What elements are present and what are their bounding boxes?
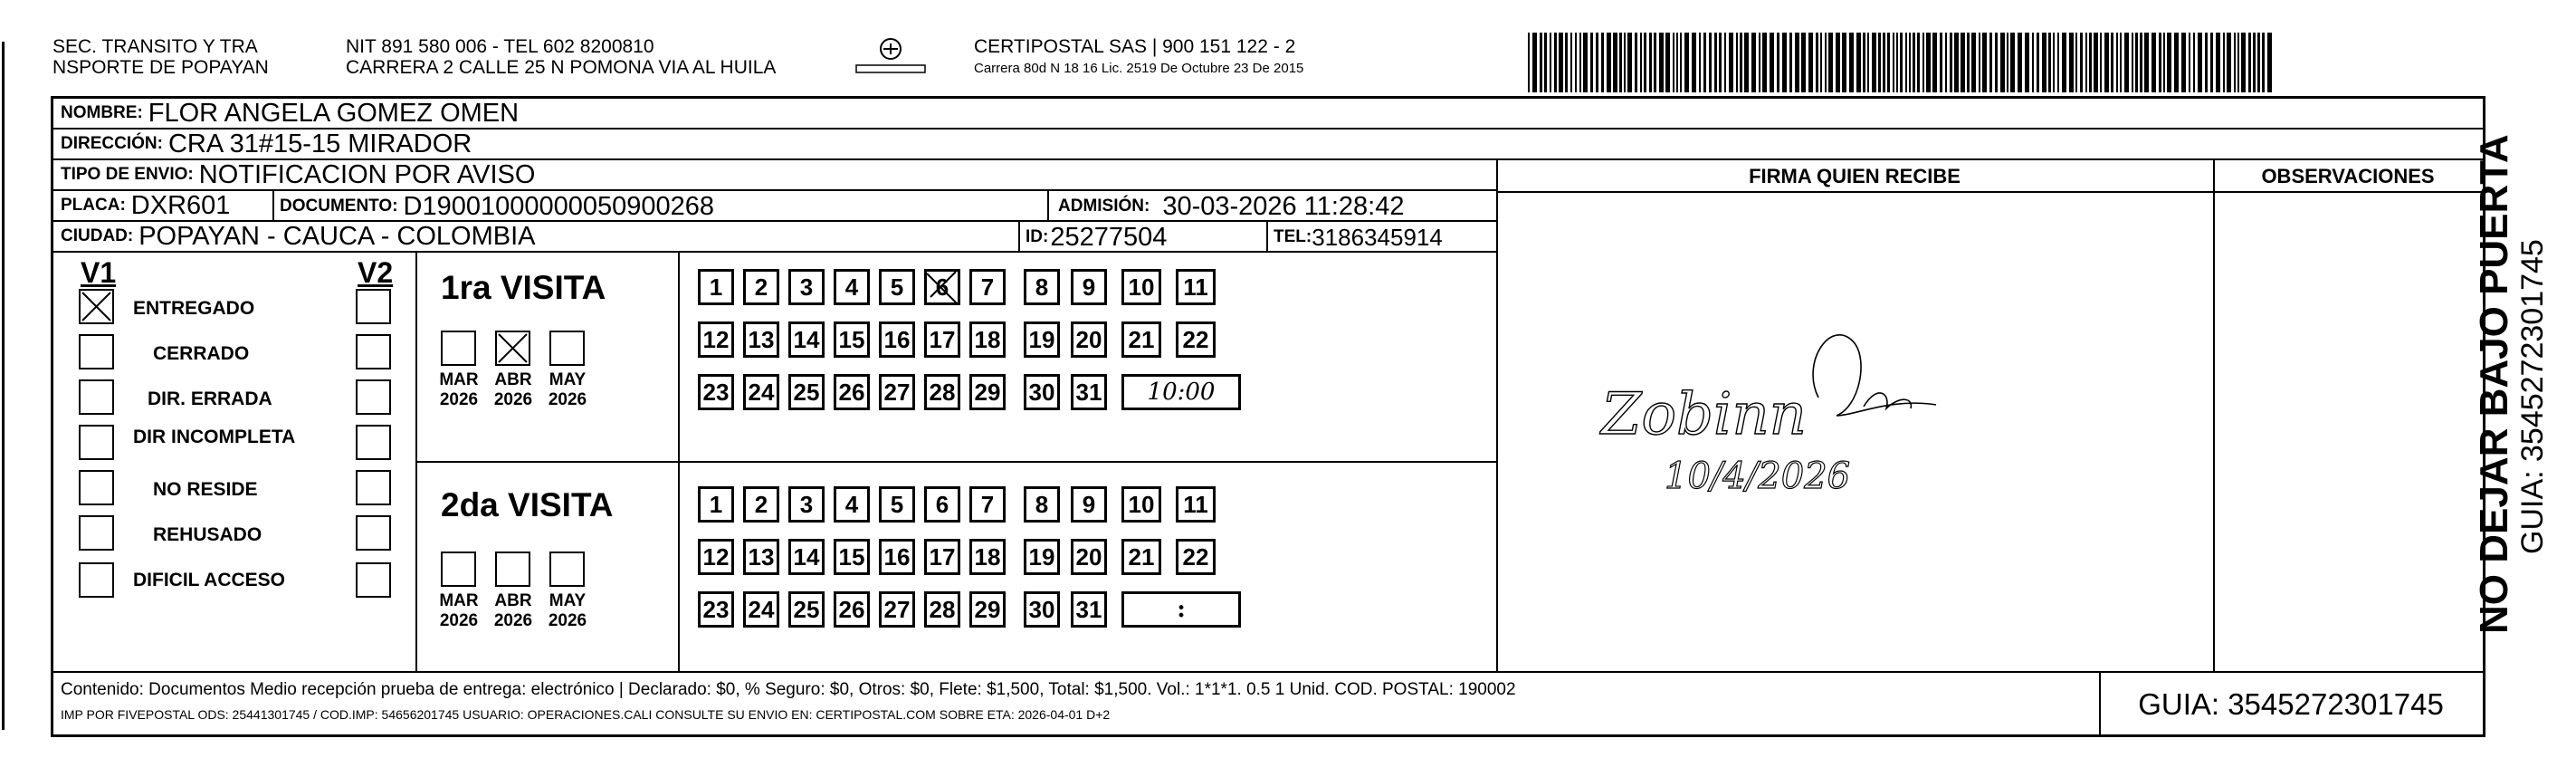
first-visit-day-box[interactable]: 23 <box>698 374 734 410</box>
second-visit-day-box[interactable]: 27 <box>879 591 915 628</box>
first-visit-may-label: MAY 2026 <box>548 370 587 409</box>
footer-contents: Contenido: Documentos Medio recepción prueba de entrega: electrónico | Declarado: $0, % Seguro: $0, Otros: $0, Flete: $1,500, Total: $1,500. Vol.: 1*1*1. 0.5 1 Unid. COD. POSTAL: 190002 <box>61 680 1516 699</box>
tel-divider <box>1266 222 1268 253</box>
status-label-no-reside: NO RESIDE <box>153 479 258 500</box>
id-value: 25277504 <box>1050 222 1168 252</box>
second-visit-day-box[interactable]: 30 <box>1024 591 1060 628</box>
first-visit-day-box[interactable]: 14 <box>788 321 825 358</box>
admision-label: ADMISIÓN: <box>1058 197 1150 216</box>
second-visit-day-box[interactable]: 21 <box>1121 539 1161 575</box>
second-visit-day-box[interactable]: 10 <box>1121 486 1161 523</box>
header-divider <box>1496 191 2483 193</box>
observaciones-header: OBSERVACIONES <box>2261 165 2435 187</box>
second-visit-day-box[interactable]: 24 <box>743 591 779 628</box>
second-visit-abr-label: ABR 2026 <box>493 591 533 630</box>
v2-no-reside-checkbox[interactable] <box>356 470 391 505</box>
first-visit-day-box[interactable]: 3 <box>788 269 825 305</box>
second-visit-day-box[interactable]: 26 <box>834 591 870 628</box>
tel-label: TEL: <box>1274 227 1312 246</box>
certipostal-line: CERTIPOSTAL SAS | 900 151 122 - 2 <box>974 36 1296 57</box>
status-label-dificil-acceso: DIFICIL ACCESO <box>133 570 286 590</box>
first-visit-day-box[interactable]: 8 <box>1024 269 1060 305</box>
second-visit-day-box[interactable]: 14 <box>788 539 825 575</box>
first-visit-day-box[interactable]: 25 <box>788 374 825 410</box>
second-visit-may-label: MAY 2026 <box>548 591 587 630</box>
tel-value: 3186345914 <box>1312 223 1443 251</box>
admision-value: 30-03-2026 11:28:42 <box>1162 191 1405 221</box>
first-visit-day-box[interactable]: 30 <box>1024 374 1060 410</box>
ciudad-value: POPAYAN - CAUCA - COLOMBIA <box>138 221 536 251</box>
second-visit-day-box[interactable]: 9 <box>1071 486 1107 523</box>
firma-header: FIRMA QUIEN RECIBE <box>1749 165 1961 187</box>
first-visit-day-box[interactable]: 1 <box>698 269 734 305</box>
second-visit-day-box[interactable]: 22 <box>1176 539 1216 575</box>
org-name-line2: NSPORTE DE POPAYAN <box>52 57 269 78</box>
nombre-row <box>53 99 2483 130</box>
second-visit-day-box[interactable]: 5 <box>879 486 915 523</box>
documento-label: DOCUMENTO: <box>280 197 398 216</box>
second-visit-day-box[interactable]: 7 <box>969 486 1006 523</box>
v2-cerrado-checkbox[interactable] <box>356 334 391 369</box>
first-visit-day-box[interactable]: 16 <box>879 321 915 358</box>
admision-cell <box>1058 191 1404 222</box>
second-visit-day-box[interactable]: 6 <box>924 486 960 523</box>
second-visit-day-box[interactable]: 25 <box>788 591 825 628</box>
second-visit-day-box[interactable]: 4 <box>834 486 870 523</box>
first-visit-abr-checkbox[interactable] <box>495 331 530 366</box>
v1-header: V1 <box>81 256 117 289</box>
first-visit-day-box[interactable]: 17 <box>924 321 960 358</box>
signature-name: Zobinn <box>1601 381 1807 448</box>
first-visit-title: 1ra VISITA <box>441 269 606 306</box>
v1-dir-incompleta-checkbox[interactable] <box>79 425 114 460</box>
visit-divider <box>415 461 1496 463</box>
admision-divider <box>1047 191 1049 222</box>
first-visit-day-box[interactable]: 26 <box>834 374 870 410</box>
no-dejar-bajo-puerta: NO DEJAR BAJO PUERTA <box>2472 134 2516 634</box>
second-visit-day-box[interactable]: 1 <box>698 486 734 523</box>
tipo-value: NOTIFICACION POR AVISO <box>198 159 536 189</box>
tel-cell <box>1274 222 1443 253</box>
v2-dir-incompleta-checkbox[interactable] <box>356 425 391 460</box>
side-guia-number: GUIA: 3545272301745 <box>2515 239 2550 554</box>
v2-dificil-acceso-checkbox[interactable] <box>356 562 391 598</box>
nombre-value: FLOR ANGELA GOMEZ OMEN <box>148 98 520 128</box>
ciudad-label: CIUDAD: <box>61 226 134 245</box>
first-visit-day-box[interactable]: 4 <box>834 269 870 305</box>
certipostal-license: Carrera 80d N 18 16 Lic. 2519 De Octubre 23 De 2015 <box>974 61 1304 76</box>
v2-entregado-checkbox[interactable] <box>356 289 391 324</box>
documento-value: D19001000000050900268 <box>403 191 715 221</box>
direccion-label: DIRECCIÓN: <box>61 134 163 153</box>
v1-entregado-checkbox[interactable] <box>79 289 114 324</box>
firma-left-border <box>1496 160 1498 671</box>
first-visit-day-box[interactable]: 11 <box>1176 269 1216 305</box>
check-mark-icon <box>81 291 112 322</box>
placa-value: DXR601 <box>130 190 231 220</box>
id-divider <box>1018 222 1020 253</box>
address-line: CARRERA 2 CALLE 25 N POMONA VIA AL HUILA <box>346 57 777 78</box>
first-visit-day-box[interactable]: 20 <box>1071 321 1107 358</box>
nit-line: NIT 891 580 006 - TEL 602 8200810 <box>346 36 654 57</box>
first-visit-day-box[interactable]: 9 <box>1071 269 1107 305</box>
org-name-line1: SEC. TRANSITO Y TRA <box>52 36 258 57</box>
second-visit-day-box[interactable]: 17 <box>924 539 960 575</box>
first-visit-day-box[interactable]: 21 <box>1121 321 1161 358</box>
first-visit-day-box[interactable]: 12 <box>698 321 734 358</box>
first-visit-day-box[interactable]: 2 <box>743 269 779 305</box>
second-visit-day-box[interactable]: 20 <box>1071 539 1107 575</box>
delivery-form <box>51 96 2485 737</box>
v1-dir-errada-checkbox[interactable] <box>79 379 114 415</box>
second-visit-day-box[interactable]: 23 <box>698 591 734 628</box>
tipo-label: TIPO DE ENVIO: <box>61 165 194 184</box>
v2-rehusado-checkbox[interactable] <box>356 515 391 551</box>
first-visit-may-checkbox[interactable] <box>549 331 585 366</box>
second-visit-day-box[interactable]: 29 <box>969 591 1006 628</box>
status-label-rehusado: REHUSADO <box>153 524 262 545</box>
check-mark-icon <box>497 332 529 364</box>
second-visit-day-box[interactable]: 15 <box>834 539 870 575</box>
first-visit-day-box[interactable]: 28 <box>924 374 960 410</box>
second-visit-may-checkbox[interactable] <box>549 552 585 587</box>
first-visit-day-box[interactable]: 7 <box>969 269 1006 305</box>
v1-no-reside-checkbox[interactable] <box>79 470 114 505</box>
id-cell <box>1026 222 1167 253</box>
id-label: ID: <box>1026 227 1049 246</box>
first-visit-abr-label: ABR 2026 <box>493 370 533 409</box>
barcode <box>1528 25 2279 98</box>
tipo-row <box>53 160 1496 191</box>
v1-cerrado-checkbox[interactable] <box>79 334 114 369</box>
second-visit-day-box[interactable]: 3 <box>788 486 825 523</box>
first-visit-mar-label: MAR 2026 <box>439 370 479 409</box>
v2-dir-errada-checkbox[interactable] <box>356 379 391 415</box>
v1-rehusado-checkbox[interactable] <box>79 515 114 551</box>
nombre-label: NOMBRE: <box>61 103 143 122</box>
second-visit-abr-checkbox[interactable] <box>495 552 530 587</box>
first-visit-hour-box[interactable]: 10:00 <box>1121 374 1241 410</box>
v1-dificil-acceso-checkbox[interactable] <box>79 562 114 598</box>
visit-column-divider <box>678 253 680 671</box>
first-visit-day-box[interactable]: 24 <box>743 374 779 410</box>
first-visit-day-box[interactable]: 29 <box>969 374 1006 410</box>
first-visit-day-box[interactable]: 15 <box>834 321 870 358</box>
second-visit-hour-box[interactable]: : <box>1121 591 1241 628</box>
second-visit-day-box[interactable]: 2 <box>743 486 779 523</box>
first-visit-day-box[interactable]: 6 <box>924 269 960 305</box>
second-visit-day-box[interactable]: 16 <box>879 539 915 575</box>
first-visit-day-box[interactable]: 5 <box>879 269 915 305</box>
recipient-signature <box>1592 307 2008 497</box>
first-visit-day-box[interactable]: 18 <box>969 321 1006 358</box>
check-mark-icon <box>925 270 961 306</box>
first-visit-day-box[interactable]: 22 <box>1176 321 1216 358</box>
status-label-dir-errada: DIR. ERRADA <box>148 388 272 409</box>
first-visit-day-box[interactable]: 19 <box>1024 321 1060 358</box>
second-visit-mar-label: MAR 2026 <box>439 591 479 630</box>
status-label-dir-incompleta: DIR INCOMPLETA <box>133 427 296 447</box>
first-visit-day-box[interactable]: 13 <box>743 321 779 358</box>
second-visit-mar-checkbox[interactable] <box>441 552 476 587</box>
first-visit-day-box[interactable]: 27 <box>879 374 915 410</box>
placa-label: PLACA: <box>61 196 126 215</box>
documento-cell <box>280 191 714 222</box>
second-visit-day-box[interactable]: 12 <box>698 539 734 575</box>
guia-number: GUIA: 3545272301745 <box>2138 687 2444 721</box>
placa-divider <box>272 191 274 222</box>
status-label-entregado: ENTREGADO <box>133 298 255 319</box>
status-label-cerrado: CERRADO <box>153 343 250 364</box>
second-visit-day-box[interactable]: 31 <box>1071 591 1107 628</box>
second-visit-day-box[interactable]: 18 <box>969 539 1006 575</box>
footer-divider <box>53 671 2483 673</box>
second-visit-day-box[interactable]: 8 <box>1024 486 1060 523</box>
certipostal-logo-icon <box>844 36 934 82</box>
direccion-row <box>53 130 2483 160</box>
v2-header: V2 <box>358 256 394 289</box>
margin-rule <box>2 42 5 730</box>
direccion-value: CRA 31#15-15 MIRADOR <box>167 129 472 158</box>
footer-imp: IMP POR FIVEPOSTAL ODS: 25441301745 / COD.IMP: 54656201745 USUARIO: OPERACIONES.CALI CONSULTE SU ENVIO EN: CERTIPOSTAL.COM SOBRE ETA: 2026-04-01 D+2 <box>61 707 1111 722</box>
first-visit-mar-checkbox[interactable] <box>441 331 476 366</box>
second-visit-title: 2da VISITA <box>441 486 614 523</box>
second-visit-day-box[interactable]: 19 <box>1024 539 1060 575</box>
second-visit-day-box[interactable]: 11 <box>1176 486 1216 523</box>
observaciones-left-border <box>2213 160 2215 671</box>
second-visit-day-box[interactable]: 28 <box>924 591 960 628</box>
signature-date: 10/4/2026 <box>1665 456 1851 497</box>
first-visit-day-box[interactable]: 31 <box>1071 374 1107 410</box>
first-visit-day-box[interactable]: 10 <box>1121 269 1161 305</box>
second-visit-day-box[interactable]: 13 <box>743 539 779 575</box>
